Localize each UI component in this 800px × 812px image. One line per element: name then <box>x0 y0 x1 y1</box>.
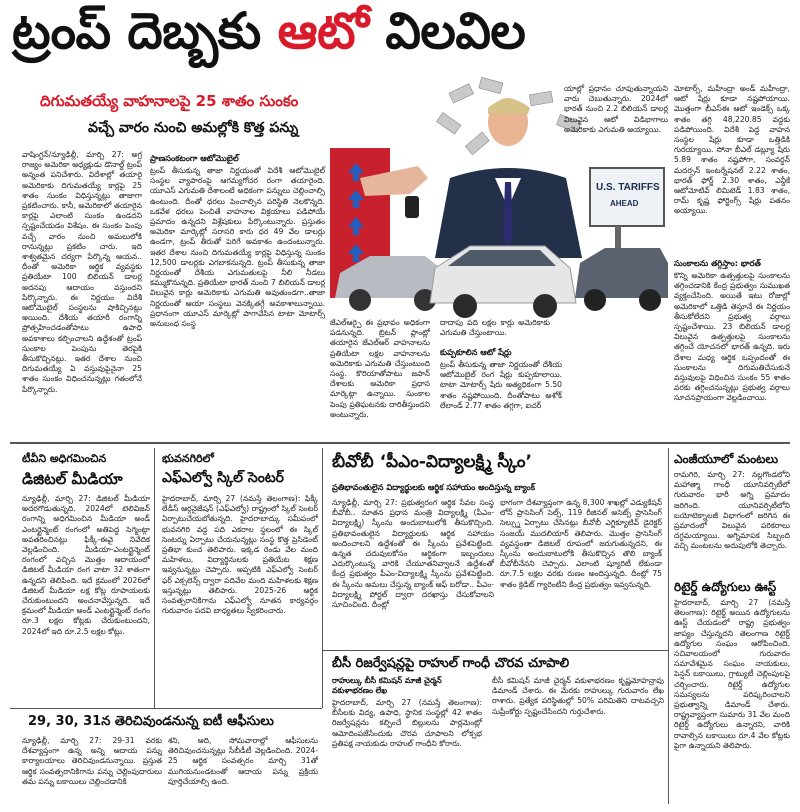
col-divider <box>322 448 323 708</box>
headline-right: విలవిల <box>385 2 526 60</box>
story8-text1: న్యూఢిల్లీ, మార్చి 27: 29-31 వరకు దేశవ్యాప్తంగా ఉన్న అన్ని ఆదాయ పన్ను కార్యాలయాలు తెరిచివుండనున్నాయి. ప్రస్తుత ఆర్థిక సంవత్సరానికిగాను పన్ను చెల్లింపుదారులు తమ పన్ను బకాయిలు చెల్లించడానికి <box>22 736 162 786</box>
main-col3-text: జేఎల్ఆర్పై ఈ ప్రభావం అధికంగా పడనున్నది. బ్రిటన్ ప్లాంట్లో తయారైన జేఎల్ఆర్ వాహనాలను ప్రతియేటా లక్షల వాహనాలను అమెరికాకు ఎగుమతి చేస్తుంటుంది సంస్థ. కొరియాతోపాటు జపాన్ దేశాలకు అమెరికా ప్రధాన మార్కెట్గా ఉన్నాయి. సుంకాల పెంపు ప్రతిఘటనకు దారితీస్తుందని అంటున్నారు. <box>330 318 430 419</box>
story2-headline: డిజిటల్ మీడియా <box>22 470 123 488</box>
story5-kicker: ఎంజీయూలో <box>674 452 734 466</box>
story2-text: న్యూఢిల్లీ, మార్చి 27: డిజిటల్ మీడియా అదరగొడుతున్నది. 2024లో టెలివిజన్ రంగాన్ని అధిగమించిన మీడియా అండ్ ఎంటర్టైన్మెంట్ రంగంలో అతిపెద్ద సెగ్మెంట్గా అవతరించినట్లు ఫిక్కీ-ఈవై నివేదిక వెల్లడించింది. మీడియా-ఎంటర్టైన్మెంట్ రంగంలో వచ్చిన మొత్తం ఆదాయంలో డిజిటల్ మీడియా రంగ వాటా 32 శాతంగా ఉన్నదని తెలిపింది. ఇదే క్రమంలో 2026లో డిజిటల్ మీడియా లక్ష కోట్ల రూపాయలకు చేరుకుంటుందని అంచనావేస్తున్నది. ఇదే క్రమంలో మీడియా అండ్ ఎంటర్టైన్మెంట్ రంగం రూ.3 లక్షల కోట్లకు చేరుకుంటుందని, 2024లో ఇది రూ.2.5 లక్షల కోట్లు. <box>22 494 150 636</box>
story3-kicker: భువనగిరిలో <box>162 452 214 465</box>
headline-left: ట్రంప్ దెబ్బకు <box>12 2 261 60</box>
story4-subhead: ప్రతిభావంతులైన విద్యార్థులకు ఆర్థిక సహాయం అందిస్తున్న బ్యాంక్ <box>332 482 535 492</box>
story5-title: మంటలు <box>737 452 779 466</box>
main-col3c-text: ట్రంప్ తీసుకున్న తాజా నిర్ణయంతో దేశీయ ఆటోమొబైల్ రంగ షేర్లు కుప్పకూలాయి. టాటా మోటార్స్ షేరు అత్యధికంగా 5.50 శాతం నష్టపోయింది. దీంతోపాటు అశోక్ లేలాండ్ 2.77 శాతం తగ్గగా, ఐచర్ <box>440 360 562 410</box>
story7-text2: బీసీ కమిషన్ మాజీ చైర్మన్ వకుళాభరణం కృష్ణమోహన్రావు డిమాండ్ చేశారు. ఈ మేరకు రాహుల్కు గురువారం లేఖ రాశారు. ప్రత్యేక పరిస్థితుల్లో 50% పరిమితిని దాటవచ్చని సుప్రీంకోర్టు స్పష్టంచేసిందని గుర్తుచేశారు. <box>492 676 664 716</box>
main-col5b-text: కొన్ని అమెరికా ఉత్పత్తులపై సుంకాలను తగ్గించడానికి కేంద్ర ప్రభుత్వం సుముఖత వ్యక్తంచేసింది. అయితే ఇటు రోజుల్లో అమెరికాలో ఒత్తిడి తెస్తూనే ఈ నిర్ణయం తీసుకోలేదని ప్రభుత్వ వర్గాలు స్పష్టంచేశాయి. 23 బిలియన్ డాలర్ల విలువైన ఉత్పత్తులపై సుంకాలను తగ్గించే యోచనలో భారత్ ఉన్నది. ఇరు దేశాల మధ్య ఆర్థిక ఒప్పందంతో ఈ సుంకాలను దిగుమతిచేసుకునే వస్తువులపై విధించిన సుంకం 55 శాతం వరకు తగ్గించనున్నట్లు ప్రభుత్వ వర్గాలు సూచనప్రాయంగా వెల్లడించాయి. <box>674 271 790 403</box>
main-headline <box>12 2 788 68</box>
svg-text:AHEAD: AHEAD <box>610 199 639 208</box>
story3-text: హైదరాబాద్, మార్చి 27 (నమస్తే తెలంగాణ): ఫిక్కీ లేడీస్ ఆర్గనైజేషన్ (ఎఫ్ఎల్వో) రాష్ట్రంలో స్కిల్ సెంటర్ ఏర్పాటుచేయబోతున్నది. హైదరాబాద్కు సమీపంలో భువనగిరి వద్ద పది ఎకరాల స్థలంలో ఈ స్కిల్ సెంటర్ను ఏర్పాటు చేయనున్నట్లు సంస్థ కొత్త ప్రెసిడెంట్ ప్రతిభా కుంచ తెలిపారు. ఇక్కడ రెండు వేల మంది మహిళలు, విద్యార్థినులకు ప్రతియేట శిక్షణ ఇవ్వనున్నట్లు చెప్పారు. అప్పటికి ఎఫ్ఎల్వో సెంటర్ ఫర్ ఎక్సలెన్స్ ద్వారా పదివేల మంది మహిళలకు శిక్షణ ఇస్తున్నట్లు తెలిపారు. 2025-26 ఆర్థిక సంవత్సరానికిగాను ఎఫ్ఎల్వో నూతన కార్యవర్గం గురువారం పదవి బాధ్యతలు స్వీకరించారు. <box>162 494 318 616</box>
col-divider <box>154 448 155 708</box>
col-divider <box>668 448 669 804</box>
main-col5-text: మోటార్స్, మహీంద్రా అండ్ మహీంద్రా, ఆటో షేర్లు కూడా నష్టపోయాయి. మొత్తంగా బీఎస్ఈ ఆటో ఇండెక్స్ ఒక్క శాతం తగ్గి 48,220.85 వద్దకు పడిపోయింది. విదేశీ పెద్ద వాహన సంస్థల షేర్లు కూడా ఒత్తిడికి గురయ్యాయి. సోనా బీఎల్ డబ్ల్యూ షేరు 5.89 శాతం నష్టపోగా, సంవర్ధన్ మదర్సన్ ఇంటర్నేషనల్ 2.22 శాతం, భారత్ ఫోర్జ్ 2.30 శాతం, ఎన్డీకే ఆటోమోటివ్ లిమిటెడ్ 1.83 శాతం, రామ్ కృష్ణ ఫోర్జింగ్స్ షేర్లు పతనం అయ్యాయి. <box>674 84 790 216</box>
subhead-2: వచ్చే వారం నుంచి అమల్లోకి కొత్త పన్ను <box>88 120 299 136</box>
story3-headline: ఎఫ్ఎల్వో స్కిల్ సెంటర్ <box>162 470 284 486</box>
main-col4-text: యాల్లో ప్రధానం చూపుతున్నాయని వారు చెబుతున్నారు. 2024లో భారత్ నుంచి 2.2 బిలియన్ డాలర్ల విలువైన ఆటో విడిభాగాలు అమెరికాకు ఎగుమతి అయ్యాయి. <box>564 84 668 134</box>
story4-headline-quote: ‘పీఎం-విద్యాలక్ష్మి స్కీం’ <box>379 452 532 472</box>
story5-headline <box>674 452 794 469</box>
story4-text2: భాగంగా దేశవ్యాప్తంగా ఉన్న 8,300 శాఖల్లో ఎడ్యుకేషన్ లోన్ ప్రాసెసింగ్ సెల్స్, 119 రీజినల్ అసెట్స్ ప్రాసెసింగ్ సెల్స్ను ఏర్పాటు చేసినట్లు బీవోబీ ఎగ్జిక్యూటివ్ డైరెక్టర్ సంజయ్ ముదలియార్ తెలిపారు. మొత్తం ప్రాసెసింగ్ వ్యవస్థంతా డిజిటల్ రూపంలో జరుగుతున్నదని, ఈ స్కీంను అందుబాటులోకి తీసుకొచ్చిన తొలి బ్యాంక్ బీవోబీనేనని చెప్పారు. ఎలాంటి ష్యూరిటీ లేకుండా రూ.7.5 లక్షల వరకు రుణం అందిస్తున్నది. దీంట్లో 75 శాతం క్రెడిట్ గ్యారెంటీని కేంద్ర ప్రభుత్వం ఇవ్వనున్నది. <box>500 498 662 589</box>
main-col3-subhead: కుప్పకూలిన ఆటో షేర్లు <box>440 347 512 357</box>
section-divider <box>322 650 668 651</box>
story8-text2: శని, ఆది, సోమవారాల్లో ఆఫీసులను తెరిచివుంచనున్నట్లు సీబీడీటీ వెల్లడించింది. 2024-25 ఆర్థిక సంవత్సరం మార్చి 31తో ముగియనుండటంతో ఆదాయ పన్ను ప్రక్రియ పూర్తిచేయాల్సి ఉంది. <box>168 736 318 786</box>
main-col1-text: వాషింగ్టన్/న్యూఢిల్లీ, మార్చి 27: అగ్ర రాజ్యం అమెరికా అధ్యక్షుడు డొనాల్డ్ ట్రంప్ అన్నంత పనిచేశారు. విదేశాల్లో తయారై అమెరికాకు దిగుమతయ్యే కార్లపై 25 శాతం సుంకం విధిస్తున్నట్లు తాజాగా ప్రకటించారు. కానీ, అమెరికాలో తయారైన కార్లపై ఎలాంటి సుంకం ఉండదని స్పష్టంచేయడం విశేషం. ఈ సుంకం పెంపు వచ్చే వారం నుంచి అమలులోకి రానున్నట్లు ప్రకటిం చారు. ఇది శాశ్వతమైన చర్యగా పేర్కొన్న ఆయన.. దీంతో అమెరికా ఆర్థిక వ్యవస్థకు ప్రతియేటా 100 బిలియన్ డాలర్ల అదనపు ఆదాయం వస్తుందని పేర్కొన్నారు. ఈ నిర్ణయం విదేశీ ఆటోమొబైల్ సంస్థలను షాకిచ్చినట్లు అయింది. దేశీయ తయారీ రంగాన్ని ప్రోత్సహించడంతోపాటు ఉపాధి అవకాశాలు కల్పించాలని ఉద్దేశంతో ట్రంప్ సుంకాల పెంపును తెరపైకి తీసుకొచ్చినట్లు. ఇతర దేశాల నుంచి దిగుమతయ్యే ఏ వస్తువుపైనైనా 25 శాతం సుంకం విధించనున్నట్లు గతంలోనే పేర్కొన్నారు. <box>22 150 142 394</box>
story6-headline: రిటైర్డ్ ఉద్యోగులు ఊస్ట్ <box>674 580 777 594</box>
story4-headline <box>332 452 662 476</box>
headline-accent: ఆటో <box>277 2 369 60</box>
sign-text: U.S. TARIFFS <box>596 182 660 193</box>
story6-text: హైదరాబాద్, మార్చి 27 (నమస్తే తెలంగాణ): రిటైర్డ్ అయిన ఉద్యోగులను ఊస్ట్ చేయడంలో రాష్ట్ర ప్రభుత్వం జాప్యం చేస్తున్నదని తెలంగాణ రిటైర్డ్ ఉద్యోగుల సంఘం ఆరోపించింది. సచివాలయంలో గురువారం సమావేశమైన సంఘం నాయకులు, పెన్షన్ బకాయిలు, గ్రాట్యుటీ చెల్లింపులపై చర్చించారు. రిటైర్డ్ ఉద్యోగుల సమస్యలను పరిష్కరించాలని ప్రభుత్వాన్ని డిమాండ్ చేశారు. రాష్ట్రవ్యాప్తంగా సుమారు 31 వేల మంది రిటైర్డ్ ఉద్యోగులు ఉన్నారని, వారికి రావాల్సిన బకాయిలు రూ.4 వేల కోట్లకు పైగా ఉన్నాయని తెలిపారు. <box>674 598 790 750</box>
story5-text: రామగిరి, మార్చి 27: నల్లగొండలోని మహాత్మా గాంధీ యూనివర్సిటీలో గురువారం భారీ అగ్ని ప్రమాదం జరిగింది. యూనివర్సిటీలోని బయోటెక్నాలజీ విభాగంలో జరిగిన ఈ ప్రమాదంలో విలువైన పరికరాలు దగ్ధమయ్యాయి. అగ్నిమాపక సిబ్బంది వచ్చి మంటలను అదుపులోకి తెచ్చారు. <box>674 470 790 551</box>
story2-kicker: టీవీని అధిగమించిన <box>22 452 107 465</box>
main-col3b-text: దాదాపు పది లక్షల కార్లు అమెరికాకు ఎగుమతి చేస్తుంటాయి. <box>440 318 550 338</box>
story4-headline-prefix: బీవోబీ <box>332 452 374 472</box>
story8-headline: 29, 30, 31న తెరిచివుండనున్న ఐటీ ఆఫీసులు <box>28 714 274 729</box>
story4-text1: న్యూఢిల్లీ, మార్చి 27: ప్రభుత్వరంగ ఆర్థిక సేవల సంస్థ బీవోబీ.. నూతన ప్రధాన మంత్రి విద్యాలక్ష్మి (పీఎం-విద్యాలక్ష్మి) స్కీంను అందుబాటులోకి తీసుకొచ్చింది. ప్రతిభావంతులైన విద్యార్థులకు ఆర్థిక సహాయం అందించాలని ఉద్దేశంతో ఈ స్కీంను ప్రవేశపెట్టింది. ఉన్నత చదువులకోసం ఆర్థికంగా ఇబ్బందులు ఎదుర్కొంటున్న వారికి చేయూతనివ్వాలనే ఉద్దేశంతో కేంద్ర ప్రభుత్వం పీఎం-విద్యాలక్ష్మి స్కీంను ప్రవేశపెట్టింది. ఈ స్కీంను అమలు చేస్తున్న బ్యాంక్ ఆఫ్ బరోడా.. పీఎం-విద్యాలక్ష్మి పోర్టల్ ద్వారా దరఖాస్తు చేసుకోవాలని సూచించింది. దీంట్లో <box>332 498 494 610</box>
main-col2-subhead: ప్రాణసంకటంగా ఆటోమొబైల్ <box>150 153 239 163</box>
main-col5-subhead: సుంకాలను తగ్గిస్తాం: భారత్ <box>674 258 761 268</box>
section-divider <box>10 708 322 709</box>
subhead-1: దిగుమతయ్యే వాహనాలపై 25 శాతం సుంకం <box>40 92 299 110</box>
section-divider <box>10 442 790 444</box>
story7-subhead: రాహుల్కు బీసీ కమిషన్ మాజీ చైర్మన్ వకుళాభరణం లేఖ <box>332 676 442 695</box>
main-col2-text: ట్రంప్ తీసుకున్న తాజా నిర్ణయంతో విదేశీ ఆటోమొబైల్ సంస్థల వ్యాపారంపై ఆగమ్యగోచర రంగా తయారైంది. యూఎస్ ఎగుమతి దేశాలంటే అధికంగా పన్నులు చెల్లించాల్సి ఉంటుంది. దీంతో ధరలు పెంచాల్సిన పరిస్థితి నెలకొన్నది. ఒకవేళ ధరలు పెంచితే వాహనాల విక్రయాలు పడిపోయే ప్రమాదం ఉన్నదని విశ్లేషకులు పేర్కొంటున్నారు. ప్రస్తుతం అమెరికా మార్కెట్లో సరాసరి కారు ధర 49 వేల డాలర్లు ఉండగా, ట్రంప్ తీరుతో పెరిగే అవకాశం ఉందంటున్నారు. ఇతర దేశాల నుంచి దిగుమతయ్యే కార్లపై విధిస్తున్న సుంకం 12,500 డాలర్లకు ఎగబాకనున్నది. ట్రంప్ తీసుకున్న తాజా నిర్ణయంతో దేశీయ ఎగుమతులపై నీలి నీడలు కమ్ముకొనున్నది. ప్రతియేటా భారత్ నుంచి 7 బిలియన్ డాలర్ల విలువైన కార్లు అమెరికాకు ఎగుమతి అవుతుండగా..తాజా నిర్ణయంతో ఆయా సంస్థలు వెనక్కితగ్గే అవకాశాలున్నాయి. ప్రధానంగా యూఎస్ మార్కెట్లో పాగావేసిన టాటా మోటార్స్ అనుబంధ సంస్థ <box>150 166 325 329</box>
story7-text1: హైదరాబాద్, మార్చి 27 (నమస్తే తెలంగాణ): బీసీలకు విద్య, ఉపాధి, స్థానిక సంస్థల్లో 42 శాతం రిజర్వేషన్లను కల్పించే బిల్లులను పార్లమెంట్లో ఆమోదింపజేసేందుకు చొరవ చూపాలని లోక్సభ ప్రతిపక్ష నాయకుడు రాహుల్ గాంధీని కోరారు. <box>332 698 482 748</box>
story7-headline: బీసీ రిజర్వేషన్లపై రాహుల్ గాంధీ చొరవ చూపాలి <box>332 656 570 671</box>
